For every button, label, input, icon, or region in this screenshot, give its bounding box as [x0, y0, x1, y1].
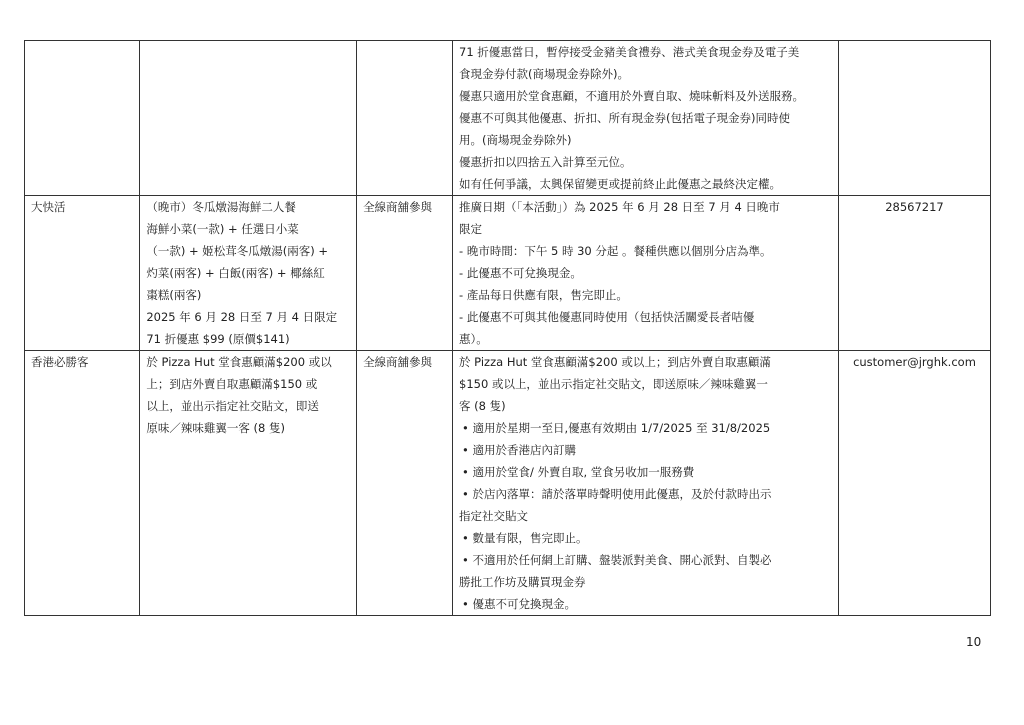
- terms-line: 71 折優惠當日，暫停接受金豬美食禮券、港式美食現金券及電子美: [459, 45, 800, 59]
- terms-line: - 產品每日供應有限，售完即止。: [459, 288, 628, 302]
- contact-cell: [838, 41, 990, 196]
- offer-line: 棗糕(兩客): [146, 288, 202, 302]
- terms-line: - 晚市時間：下午 5 時 30 分起 。餐種供應以個別分店為準。: [459, 244, 772, 258]
- offer-line: 於 Pizza Hut 堂食惠顧滿$200 或以: [146, 355, 332, 369]
- offer-line: 以上，並出示指定社交貼文，即送: [146, 399, 319, 413]
- terms-line: 如有任何爭議，太興保留變更或提前終止此優惠之最終決定權。: [459, 177, 782, 191]
- offer-line: 2025 年 6 月 28 日至 7 月 4 日限定: [146, 310, 338, 324]
- shops-cell: 全線商舖參與: [357, 351, 453, 616]
- terms-line: 推廣日期（「本活動」）為 2025 年 6 月 28 日至 7 月 4 日晚市: [459, 200, 780, 214]
- terms-bullet: • 適用於星期一至日,優惠有效期由 1/7/2025 至 31/8/2025: [459, 417, 832, 439]
- merchant-cell: [25, 41, 140, 196]
- terms-line: 於 Pizza Hut 堂食惠顧滿$200 或以上；到店外賣自取惠顧滿: [459, 355, 771, 369]
- terms-cell: [453, 351, 839, 616]
- merchant-cell: 香港必勝客: [25, 351, 140, 616]
- shops-cell: [357, 41, 453, 196]
- terms-line: 勝批工作坊及購買現金券: [459, 575, 586, 589]
- contact-cell: customer@jrghk.com: [838, 351, 990, 616]
- terms-cell: [453, 196, 839, 351]
- terms-bullet: • 數量有限，售完即止。: [459, 527, 832, 549]
- terms-line: 指定社交貼文: [459, 509, 529, 523]
- offer-line: 海鮮小菜(一款) + 任選日小菜: [146, 222, 299, 236]
- terms-bullet: • 適用於堂食/ 外賣自取, 堂食另收加一服務費: [459, 461, 832, 483]
- offer-line: 原味／辣味雞翼一客 (8 隻): [146, 421, 285, 435]
- terms-line: 優惠只適用於堂食惠顧，不適用於外賣自取、燒味斬料及外送服務。: [459, 89, 805, 103]
- shops-cell: 全線商舖參與: [357, 196, 453, 351]
- offer-cell: [140, 351, 357, 616]
- terms-line: - 此優惠不可與其他優惠同時使用（包括快活關愛長者咭優: [459, 310, 755, 324]
- offer-cell: [140, 41, 357, 196]
- page-number: 10: [966, 635, 982, 649]
- merchant-cell: 大快活: [25, 196, 140, 351]
- offer-line: 71 折優惠 $99 (原價$141): [146, 332, 290, 346]
- offers-table: [24, 40, 991, 616]
- terms-bullet: • 於店內落單：請於落單時聲明使用此優惠，及於付款時出示: [459, 483, 832, 505]
- terms-line: 惠）。: [459, 332, 488, 346]
- terms-bullet: • 不適用於任何網上訂購、盤裝派對美食、開心派對、自製必: [459, 549, 832, 571]
- terms-cell: [453, 41, 839, 196]
- offer-line: 上；到店外賣自取惠顧滿$150 或: [146, 377, 318, 391]
- table-row: [25, 351, 991, 616]
- terms-line: 客 (8 隻): [459, 399, 506, 413]
- offer-line: （一款) + 姬松茸冬瓜燉湯(兩客) +: [146, 244, 329, 258]
- terms-bullet: • 優惠不可兌換現金。: [459, 593, 832, 615]
- terms-line: - 此優惠不可兌換現金。: [459, 266, 582, 280]
- terms-line: 優惠折扣以四捨五入計算至元位。: [459, 155, 632, 169]
- offer-cell: [140, 196, 357, 351]
- terms-line: 優惠不可與其他優惠、折扣、所有現金券(包括電子現金券)同時使: [459, 111, 790, 125]
- terms-line: 食現金券付款(商場現金券除外)。: [459, 67, 629, 81]
- table-row: [25, 196, 991, 351]
- terms-bullet: • 適用於香港店內訂購: [459, 439, 832, 461]
- terms-line: 限定: [459, 222, 483, 236]
- contact-cell: 28567217: [838, 196, 990, 351]
- offer-line: （晚市）冬瓜燉湯海鮮二人餐: [146, 200, 296, 214]
- terms-line: $150 或以上，並出示指定社交貼文，即送原味／辣味雞翼一: [459, 377, 768, 391]
- terms-line: 用。(商場現金券除外): [459, 133, 572, 147]
- table-row: [25, 41, 991, 196]
- offer-line: 灼菜(兩客) + 白飯(兩客) + 椰絲紅: [146, 266, 325, 280]
